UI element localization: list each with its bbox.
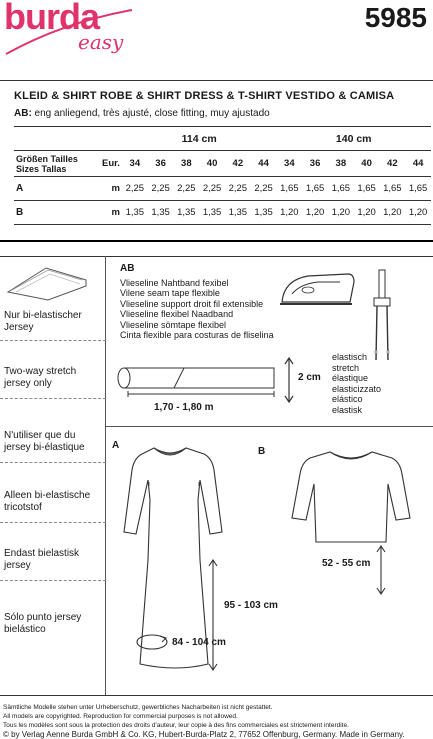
fit-description: [14, 108, 270, 119]
yardage-cell: 1,35: [151, 207, 170, 218]
yardage-cell: 1,35: [254, 207, 273, 218]
dashed-divider: [0, 580, 106, 581]
yardage-cell: 1,35: [228, 207, 248, 218]
size-cell: 34: [129, 158, 141, 169]
copyright-footer: [3, 703, 405, 739]
notion-line: Vlieseline sömtape flexibel: [120, 319, 227, 330]
iron-icon: [278, 270, 356, 308]
dashed-divider: [0, 522, 106, 523]
footer-line: Tous les modèles sont sous la protection des droits d'auteur, leur copie à des fins commerciales est strictement interdite.: [3, 722, 349, 729]
notion-line: Vlieseline support droit fil extensible: [120, 298, 264, 309]
yardage-cell: 1,65: [280, 183, 299, 194]
page-title: KLEID & SHIRT ROBE & SHIRT DRESS & T-SHIRT VESTIDO & CAMISA: [14, 90, 395, 102]
stretch-word: elástico: [332, 394, 363, 404]
fabric-note-es: Sólo punto jersey bielástico: [4, 612, 82, 635]
dashed-divider: [0, 340, 106, 341]
notion-line: Vilene seam tape flexible: [120, 288, 220, 299]
row-label: B: [16, 207, 24, 218]
sizes-header-line2: Sizes Tallas: [16, 163, 67, 174]
dashed-divider: [0, 462, 106, 463]
row-label: A: [16, 183, 24, 194]
footer-line: Sämtliche Modelle stehen unter Urheberschutz, gewerbliches Nacharbeiten ist nicht gestattet.: [3, 704, 273, 711]
yardage-cell: 1,65: [305, 183, 325, 194]
size-cell: 44: [258, 158, 269, 169]
sizes-header-line1: Größen Tailles: [16, 153, 78, 164]
size-cell: 40: [361, 158, 372, 169]
notion-line: Vlieseline Nahtband fexibel: [120, 278, 229, 288]
yardage-cell: 1,35: [202, 207, 222, 218]
size-cell: 38: [181, 158, 192, 169]
yardage-cell: 2,25: [202, 183, 222, 194]
burda-easy-logo: [4, 2, 136, 74]
notions-view-label: AB: [120, 263, 135, 274]
unit: m: [111, 183, 120, 194]
yardage-cell: 1,20: [357, 207, 376, 218]
stretch-word: elastisch: [332, 352, 368, 362]
size-cell: 38: [335, 158, 347, 169]
tape-width-arrow-icon: [282, 356, 296, 404]
eur-label: Eur.: [102, 158, 120, 169]
size-cell: 42: [387, 158, 398, 169]
footer-divider: [0, 695, 433, 696]
size-cell: 40: [206, 158, 218, 169]
divider: [106, 426, 433, 427]
table-row: [14, 177, 431, 201]
size-cell: 34: [284, 158, 295, 169]
stretch-word: elastisk: [332, 404, 363, 415]
dress-length: 95 - 103 cm: [224, 600, 278, 611]
fabric-width-114: 114 cm: [181, 132, 217, 145]
yardage-table: [14, 126, 431, 225]
notions-and-views: [106, 256, 433, 695]
stretch-word: stretch: [332, 362, 360, 373]
section-divider: [0, 240, 433, 242]
stretch-word: élastique: [332, 373, 369, 383]
size-cell: 44: [412, 158, 424, 169]
view-a-label: A: [112, 440, 120, 451]
dress-length-arrow-icon: [206, 558, 220, 674]
yardage-cell: 1,20: [280, 207, 299, 218]
yardage-cell: 1,65: [331, 183, 351, 194]
yardage-cell: 2,25: [254, 183, 273, 194]
seam-tape-icon: [114, 364, 282, 400]
dashed-divider: [0, 398, 106, 399]
size-cell: 36: [155, 158, 166, 169]
divider: [0, 80, 433, 81]
yardage-cell: 2,25: [151, 183, 170, 194]
unit: m: [111, 207, 120, 218]
fabric-note-de: Nur bi-elastischer Jersey: [4, 310, 82, 333]
shirt-length-arrow-icon: [374, 544, 388, 598]
dress-hem-width: 84 - 104 cm: [172, 637, 226, 648]
fabric-note-en: Two-way stretch jersey only: [4, 366, 77, 389]
pattern-number: 5985: [364, 2, 427, 33]
yardage-cell: 1,20: [305, 207, 325, 218]
footer-line: © by Verlag Aenne Burda GmbH & Co. KG, Hubert-Burda-Platz 2, 77652 Offenburg, Germany. Made in Germany.: [3, 730, 405, 739]
shirt-length: 52 - 55 cm: [322, 558, 371, 569]
tape-length: 1,70 - 1,80 m: [154, 402, 214, 413]
fabric-column: [0, 256, 106, 695]
footer-line: All models are copyrighted. Reproduction for commercial purposes is not allowed.: [3, 713, 238, 720]
yardage-cell: 1,20: [331, 207, 351, 218]
yardage-cell: 2,25: [228, 183, 248, 194]
yardage-cell: 1,20: [383, 207, 402, 218]
stretch-words: [332, 352, 381, 415]
yardage-cell: 1,35: [125, 207, 145, 218]
view-b-label: B: [258, 446, 266, 457]
shirt-sketch-icon: [288, 446, 414, 552]
size-cell: 42: [232, 158, 244, 169]
fit-label: AB:: [14, 108, 32, 119]
yardage-cell: 1,20: [408, 207, 428, 218]
fabric-note-fr: N'utiliser que du jersey bi-élastique: [4, 430, 85, 453]
yardage-cell: 1,35: [177, 207, 196, 218]
notions-list: [120, 278, 274, 340]
jersey-fabric-icon: [6, 262, 88, 302]
yardage-cell: 2,25: [177, 183, 196, 194]
fabric-note-nl: Alleen bi-elastische tricotstof: [4, 490, 91, 513]
tape-width: 2 cm: [298, 372, 321, 383]
fabric-width-140: 140 cm: [335, 132, 372, 145]
table-row: [14, 201, 431, 225]
logo-easy: easy: [78, 30, 124, 54]
yardage-cell: 1,65: [383, 183, 402, 194]
size-cell: 36: [309, 158, 321, 169]
fabric-note-sv: Endast bielastisk jersey: [4, 548, 80, 571]
notion-line: Cinta flexible para costuras de fliselina: [120, 330, 274, 341]
fit-text: eng anliegend, très ajusté, close fitting, muy ajustado: [31, 108, 270, 119]
yardage-cell: 2,25: [125, 183, 145, 194]
yardage-cell: 1,65: [357, 183, 376, 194]
yardage-cell: 1,65: [408, 183, 428, 194]
stretch-word: elasticizzato: [332, 383, 382, 394]
sizes-header: [14, 151, 100, 177]
notion-line: Vlieseline flexibel Naadband: [120, 309, 234, 320]
logo-burda: burda: [4, 0, 100, 37]
hip-circumference-icon: [134, 630, 170, 654]
